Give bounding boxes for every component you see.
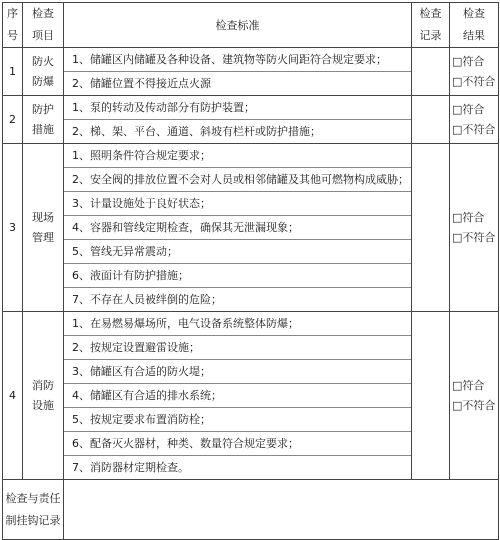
row-standards <box>64 144 412 312</box>
row-standards <box>64 48 412 96</box>
row-seq: 4 <box>3 312 23 480</box>
standard-line: 4、储罐区有合适的排水系统； <box>64 384 411 408</box>
result-pass-checkbox[interactable]: □符合 <box>452 210 485 224</box>
row-record-cell[interactable] <box>412 144 450 312</box>
row-seq: 2 <box>3 96 23 144</box>
row-item: 消防 设施 <box>23 312 64 480</box>
standard-line: 6、液面计有防护措施； <box>64 264 411 288</box>
result-fail-checkbox[interactable]: □不符合 <box>452 122 496 136</box>
table-row <box>3 312 499 480</box>
header-standard: 检查标准 <box>64 3 412 48</box>
header-item: 检查 项目 <box>23 3 64 48</box>
header-seq: 序 号 <box>3 3 23 48</box>
standard-line: 1、储罐区内储罐及各种设备、建筑物等防火间距符合规定要求； <box>64 48 411 72</box>
standard-line: 3、储罐区有合适的防火堤； <box>64 360 411 384</box>
standard-line: 5、管线无异常震动； <box>64 240 411 264</box>
row-record-cell[interactable] <box>412 96 450 144</box>
standard-line: 6、配备灭火器材，种类、数量符合规定要求； <box>64 432 411 456</box>
header-record: 检查 记录 <box>412 3 450 48</box>
row-item: 现场 管理 <box>23 144 64 312</box>
row-result <box>450 312 499 480</box>
result-pass-checkbox[interactable]: □符合 <box>452 378 485 392</box>
standard-line: 7、消防器材定期检查。 <box>72 461 189 474</box>
result-fail-checkbox[interactable]: □不符合 <box>452 398 496 412</box>
inspection-table <box>2 2 499 540</box>
table-header-row <box>3 3 499 48</box>
row-result <box>450 144 499 312</box>
footer-row <box>3 480 499 540</box>
standard-line: 7、不存在人员被绊倒的危险； <box>72 293 222 306</box>
standard-line: 2、储罐位置不得接近点火源 <box>72 77 211 90</box>
row-seq: 1 <box>3 48 23 96</box>
standard-line: 4、容器和管线定期检查，确保其无泄漏现象； <box>64 216 411 240</box>
header-result: 检查 结果 <box>450 3 499 48</box>
row-item: 防护 措施 <box>23 96 64 144</box>
row-record-cell[interactable] <box>412 312 450 480</box>
standard-line: 1、在易燃易爆场所，电气设备系统整体防爆； <box>64 312 411 336</box>
standard-line: 1、照明条件符合规定要求； <box>64 144 411 168</box>
result-pass-checkbox[interactable]: □符合 <box>452 102 485 116</box>
row-standards <box>64 312 412 480</box>
standard-line: 3、计量设施处于良好状态； <box>64 192 411 216</box>
result-pass-checkbox[interactable]: □符合 <box>452 54 485 68</box>
result-fail-checkbox[interactable]: □不符合 <box>452 74 496 88</box>
standard-line: 5、按规定要求布置消防栓； <box>64 408 411 432</box>
footer-label: 检查与责任 制挂钩记录 <box>3 480 64 540</box>
row-result <box>450 96 499 144</box>
table-row <box>3 96 499 144</box>
standard-line: 2、安全阀的排放位置不会对人员或相邻储罐及其他可燃物构成威胁； <box>64 168 411 192</box>
inspection-sheet <box>2 2 498 527</box>
row-seq: 3 <box>3 144 23 312</box>
row-record-cell[interactable] <box>412 48 450 96</box>
footer-record-field[interactable] <box>64 480 499 540</box>
standard-line: 2、按规定设置避雷设施； <box>64 336 411 360</box>
row-item: 防火 防爆 <box>23 48 64 96</box>
result-fail-checkbox[interactable]: □不符合 <box>452 230 496 244</box>
table-row <box>3 144 499 312</box>
row-result <box>450 48 499 96</box>
standard-line: 2、梯、架、平台、通道、斜坡有栏杆或防护措施； <box>72 125 321 138</box>
table-row <box>3 48 499 96</box>
standard-line: 1、泵的转动及传动部分有防护装置； <box>64 96 411 120</box>
row-standards <box>64 96 412 144</box>
